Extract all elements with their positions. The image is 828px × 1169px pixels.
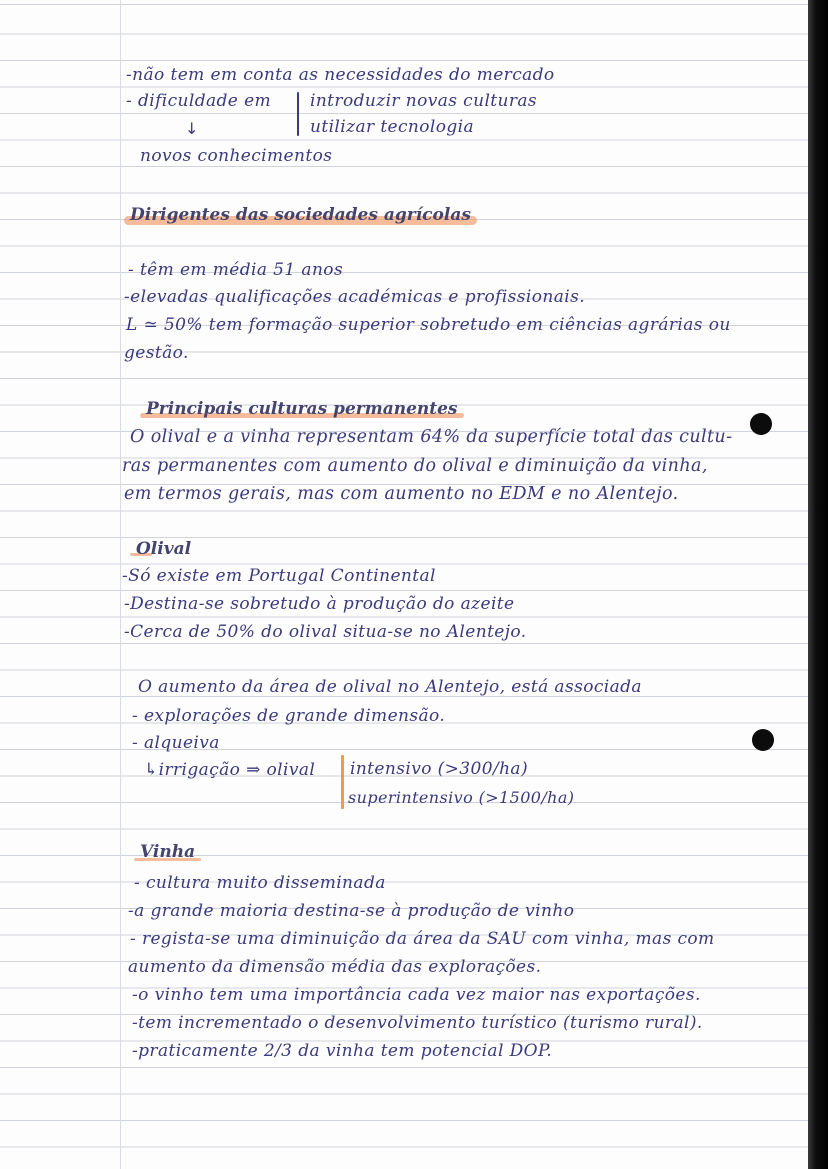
heading-dirigentes-text: Dirigentes das sociedades agrícolas (130, 205, 471, 225)
binder-hole-bottom (752, 729, 774, 751)
permanentes-line-2: ras permanentes com aumento do olival e diminuição da vinha, (122, 456, 708, 476)
olival-option-superintensivo: superintensivo (>1500/ha) (348, 788, 575, 807)
heading-permanentes-text: Principais culturas permanentes (146, 399, 458, 419)
olival-aumento-item-1: - explorações de grande dimensão. (132, 706, 446, 726)
intro-line-2-prefix: - dificuldade em (126, 91, 272, 111)
heading-vinha (134, 841, 201, 863)
binder-hole-top (750, 413, 772, 435)
permanentes-line-3: em termos gerais, mas com aumento no EDM e no Alentejo. (124, 484, 679, 504)
heading-permanentes (140, 398, 464, 420)
heading-vinha-text: Vinha (140, 842, 196, 862)
vinha-item-4: aumento da dimensão média das explorações. (128, 957, 542, 977)
olival-item-1: -Só existe em Portugal Continental (122, 566, 436, 586)
dirigentes-item-3: L ≃ 50% tem formação superior sobretudo em ciências agrárias ou (126, 315, 731, 335)
intro-bracket (297, 92, 299, 136)
vinha-item-5: -o vinho tem uma importância cada vez maior nas exportações. (132, 985, 701, 1005)
vinha-item-6: -tem incrementado o desenvolvimento turístico (turismo rural). (132, 1013, 703, 1033)
vinha-item-1: - cultura muito disseminada (134, 873, 386, 893)
intro-line-1: -não tem em conta as necessidades do mercado (126, 65, 555, 85)
vinha-item-3: - regista-se uma diminuição da área da SAU com vinha, mas com (130, 929, 715, 949)
margin-line (120, 0, 121, 1169)
olival-option-intensivo: intensivo (>300/ha) (350, 759, 528, 779)
down-arrow-icon: ↓ (185, 119, 199, 138)
intro-option-1: introduzir novas culturas (310, 91, 538, 111)
olival-aumento-intro: O aumento da área de olival no Alentejo, está associada (138, 677, 642, 697)
heading-olival (130, 538, 197, 560)
dirigentes-item-1: - têm em média 51 anos (128, 260, 344, 280)
scan-dark-edge (808, 0, 828, 1169)
dirigentes-item-2: -elevadas qualificações académicas e profissionais. (124, 287, 586, 307)
intro-option-2: utilizar tecnologia (310, 117, 475, 137)
heading-olival-text: Olival (136, 539, 192, 559)
intro-line-4: novos conhecimentos (140, 146, 333, 166)
olival-item-3: -Cerca de 50% do olival situa-se no Alentejo. (124, 622, 527, 642)
olival-aumento-item-2: - alqueiva (132, 733, 220, 753)
olival-orange-bracket (341, 755, 344, 809)
vinha-item-7: -praticamente 2/3 da vinha tem potencial DOP. (132, 1041, 553, 1061)
olival-item-2: -Destina-se sobretudo à produção do azeite (124, 594, 515, 614)
permanentes-line-1: O olival e a vinha representam 64% da superfície total das cultu- (130, 427, 733, 447)
heading-dirigentes (124, 204, 477, 226)
dirigentes-item-4: gestão. (124, 343, 189, 363)
vinha-item-2: -a grande maioria destina-se à produção de vinho (128, 901, 575, 921)
olival-irrigacao: ↳irrigação ⇒ olival (144, 760, 316, 780)
